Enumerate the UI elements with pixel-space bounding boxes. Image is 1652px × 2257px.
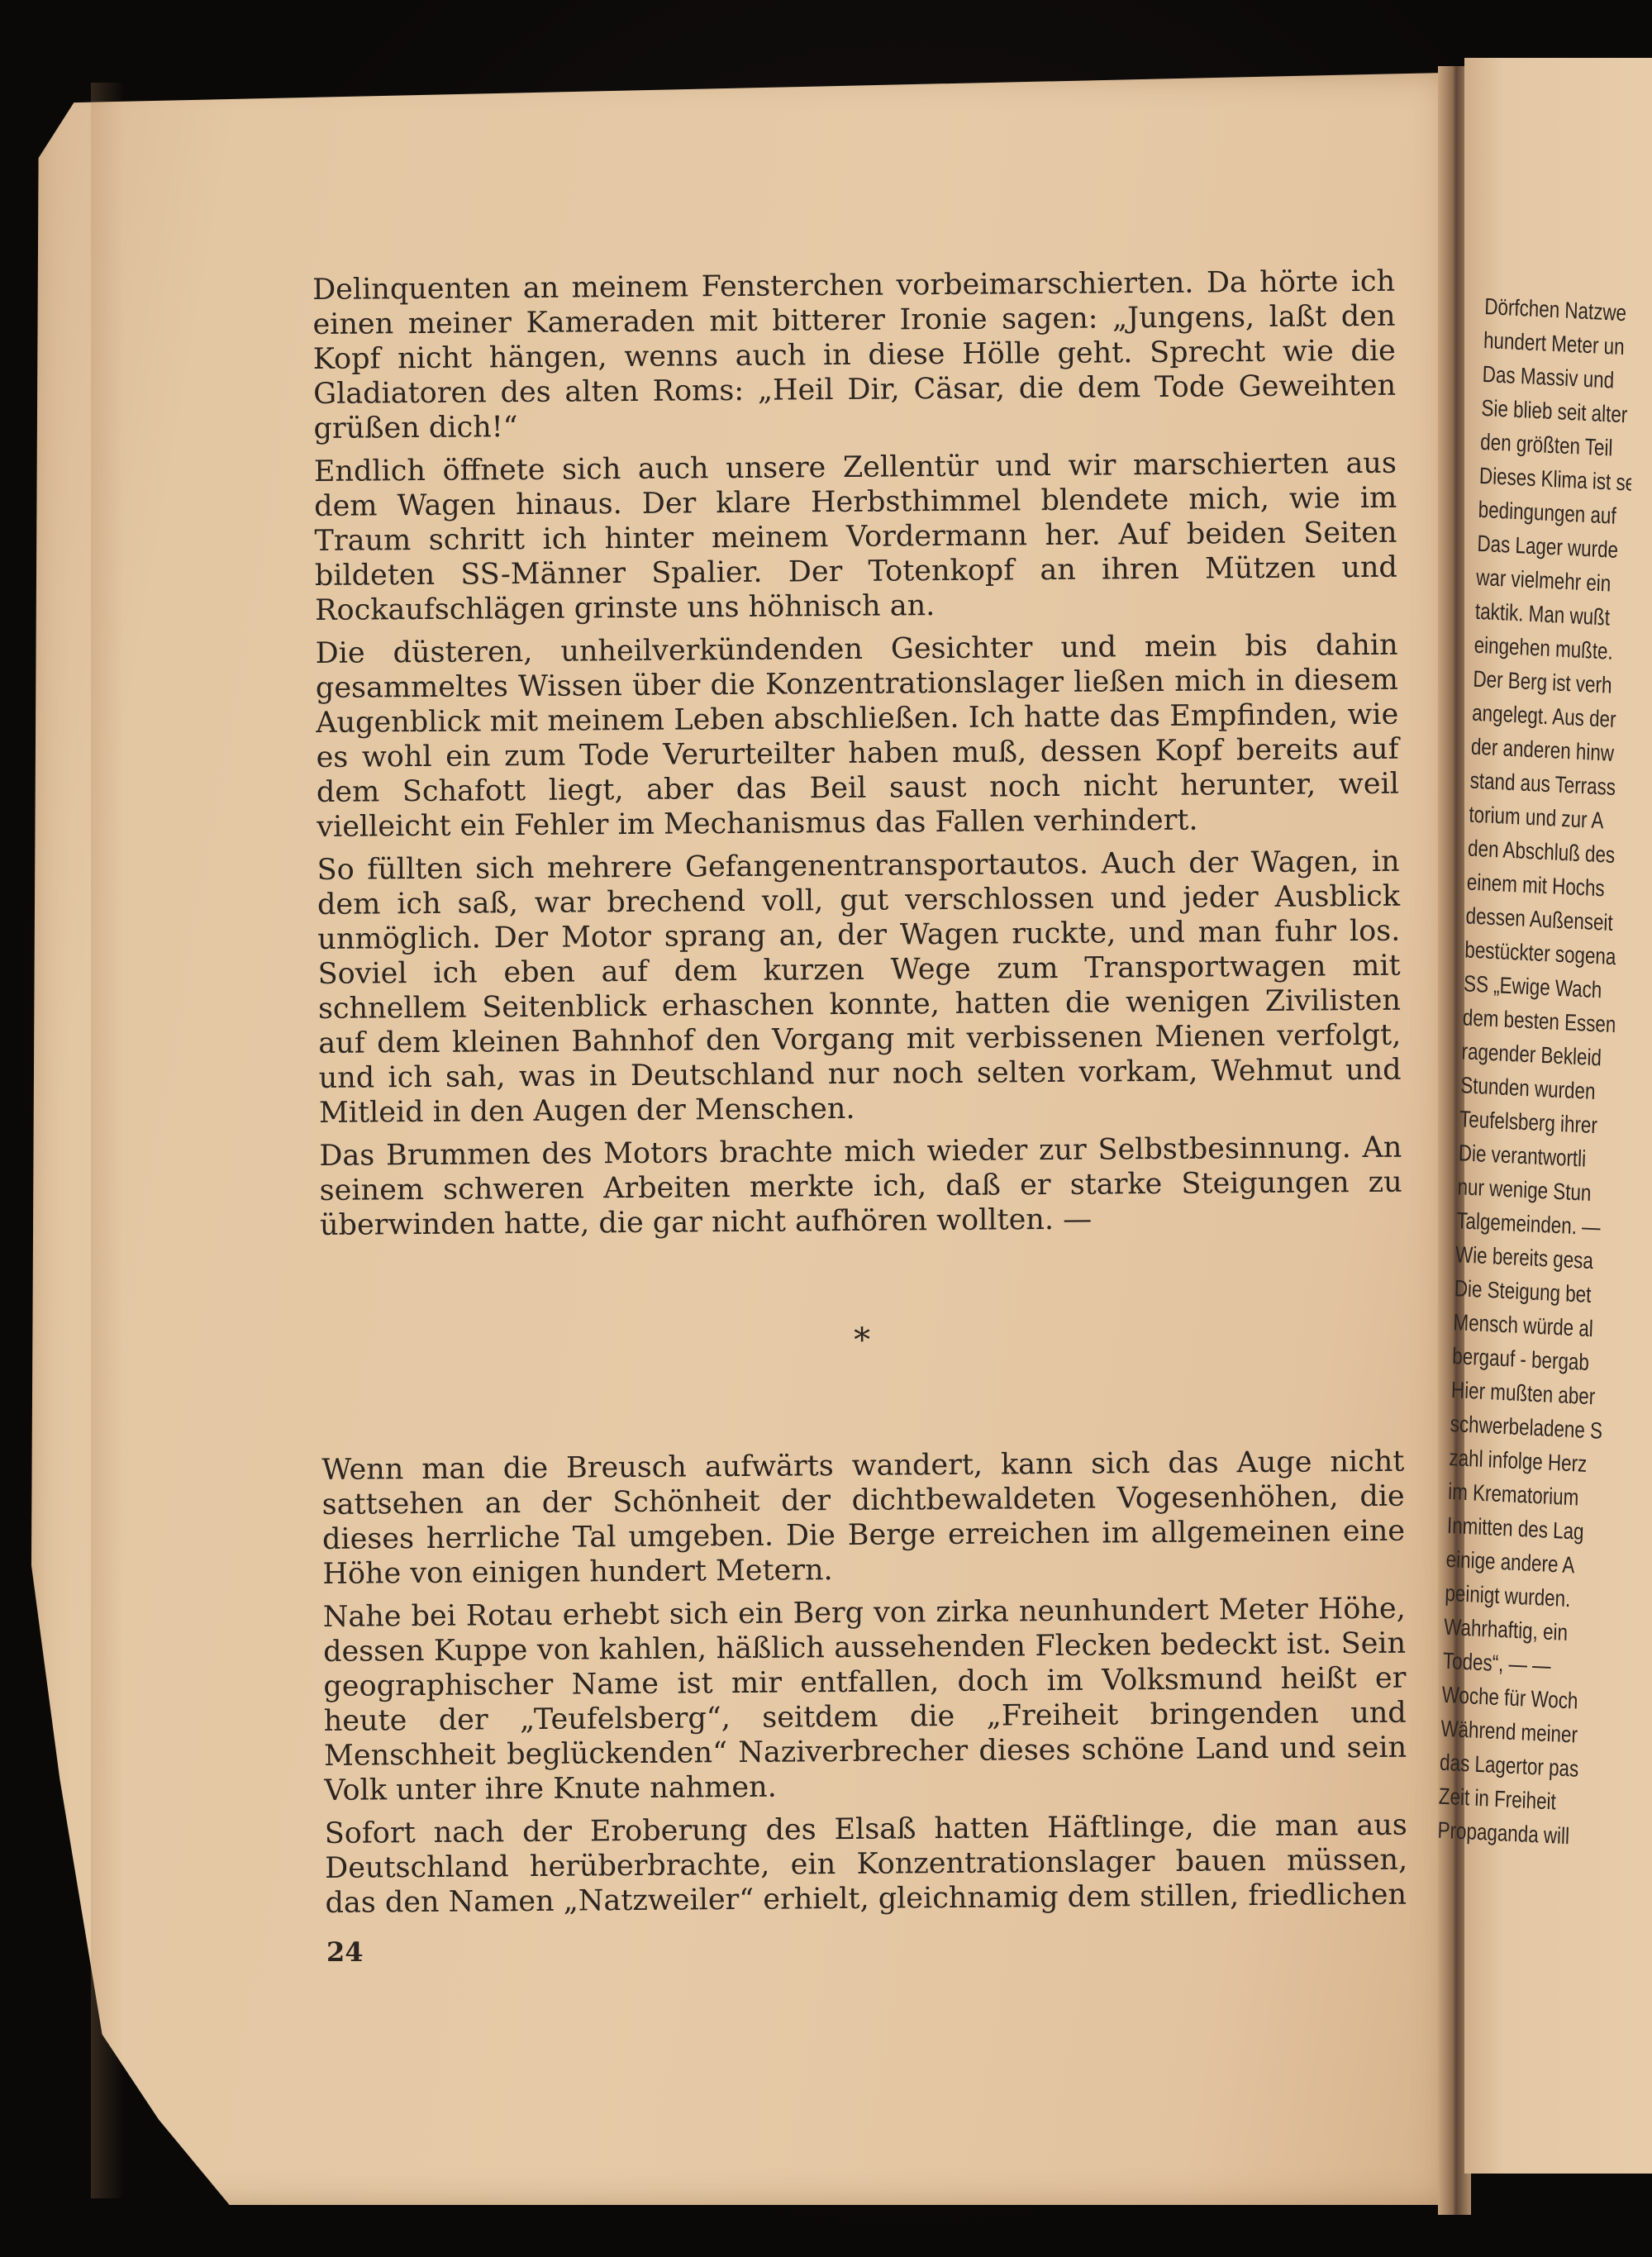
right-page-line: eingehen mußte. — [1473, 631, 1614, 664]
right-page-line: Woche für Woch — [1441, 1681, 1578, 1714]
paragraph: Endlich öffnete sich auch unsere Zellentür und wir marschierten aus dem Wagen hinaus. Der klare Herbsthimmel blendete mich, wie im Traum schritt ich hinter meinem Vordermann her. Auf beiden Seiten bildeten SS-Männer Spalier. Der Totenkopf an ihren Mützen und Rockaufschlägen grinste uns höhnisch an. — [313, 446, 1397, 627]
page-edge-shadow — [91, 83, 124, 2198]
section-separator: * — [853, 1321, 871, 1359]
right-page-line: Der Berg ist verh — [1473, 665, 1612, 698]
right-page-line: Die verantwortli — [1458, 1140, 1587, 1172]
right-page-line: hundert Meter un — [1483, 326, 1626, 360]
right-page-line: Das Massiv und — [1482, 360, 1615, 393]
right-page-line: das Lagertor pas — [1439, 1749, 1579, 1782]
paragraph: Das Brummen des Motors brachte mich wieder zur Selbstbesinnung. An seinem schweren Arbeiten merkte ich, daß er starke Steigungen zu überwinden hatte, die gar nicht aufhören wollten. — — [319, 1131, 1402, 1242]
right-page-line: Zeit in Freiheit — [1438, 1783, 1557, 1815]
right-page-line: Während meiner — [1440, 1715, 1578, 1748]
paragraph: Nahe bei Rotau erhebt sich ein Berg von zirka neunhundert Meter Höhe, dessen Kuppe von kahlen, häßlich aussehenden Flecken bedeckt ist. Sein geographischer Name ist mir entfallen, doch im Volksmund heißt er heute der „Teufelsberg“, seitdem die „Freiheit bringenden und Menschheit beglückenden“ Naziverbrecher dieses schöne Land und sein Volk unter ihre Knute nahmen. — [322, 1592, 1407, 1807]
right-page-line: angelegt. Aus der — [1471, 699, 1616, 732]
right-page-line: den Abschluß des — [1467, 835, 1616, 869]
right-page-line: Wie bereits gesa — [1454, 1241, 1594, 1274]
right-page-line: war vielmehr ein — [1475, 564, 1612, 597]
page-number: 24 — [326, 1936, 364, 1968]
right-page-line: zahl infolge Herz — [1449, 1444, 1588, 1477]
paragraph: Delinquenten an meinem Fensterchen vorbeimarschierten. Da hörte ich einen meiner Kameraden mit bitterer Ironie sagen: „Jungens, laßt den Kopf nicht hängen, wenns auch in diese Hölle geht. Sprecht wie die Gladiatoren des alten Roms: „Heil Dir, Cäsar, die dem Tode Geweihten grüßen dich!“ — [312, 264, 1397, 445]
right-page-line: stand aus Terrass — [1469, 767, 1616, 801]
right-page-line: Dörfchen Natzwe — [1483, 293, 1627, 326]
right-page-line: Wahrhaftig, ein — [1443, 1613, 1569, 1645]
right-page-line: Das Lager wurde — [1477, 530, 1619, 563]
right-page-line: bergauf - bergab — [1451, 1343, 1590, 1375]
right-page-line: Inmitten des Lag — [1446, 1512, 1585, 1545]
right-page-line: schwerbeladene S — [1450, 1410, 1603, 1444]
right-page-line: einige andere A — [1445, 1545, 1575, 1578]
right-page-line: Dieses Klima ist se — [1478, 462, 1636, 496]
right-page-line: bedingungen auf — [1478, 496, 1617, 529]
right-page-line: peinigt wurden. — [1445, 1579, 1571, 1612]
right-page-line: im Krematorium — [1447, 1478, 1579, 1511]
paragraph: Wenn man die Breusch aufwärts wandert, kann sich das Auge nicht sattsehen an der Schönheit der dichtbewaldeten Vogesenhöhen, die dieses herrliche Tal umgeben. Die Berge erreichen im allgemeinen eine Höhe von einigen hundert Metern. — [321, 1445, 1406, 1591]
right-page-line: Hier mußten aber — [1450, 1377, 1596, 1410]
paragraph: Die düsteren, unheilverkündenden Gesichter und mein bis dahin gesammeltes Wissen über die Konzentrationslager ließen mich in diesem Augenblick mit meinem Leben abschließen. Ich hatte das Empfinden, wie es wohl ein zum Tode Verurteilter haben muß, dessen Kopf bereits auf dem Schafott liegt, aber das Beil saust noch nicht herunter, weil vielleicht ein Fehler im Mechanismus das Fallen verhindert. — [315, 628, 1400, 844]
right-page-line: Mensch würde al — [1453, 1309, 1594, 1342]
right-page-line: dem besten Essen — [1462, 1004, 1616, 1038]
right-page-line: nur wenige Stun — [1457, 1174, 1592, 1206]
right-page-line: torium und zur A — [1469, 801, 1604, 834]
right-page-line: Sie blieb seit alter — [1481, 394, 1628, 428]
right-page-line: Teufelsberg ihrer — [1459, 1106, 1598, 1139]
right-page-line: den größten Teil — [1479, 428, 1613, 461]
right-page-line: ragender Bekleid — [1461, 1038, 1602, 1071]
right-page-line: Die Steigung bet — [1454, 1275, 1592, 1308]
right-page-line: Todes“, — — — [1442, 1647, 1552, 1679]
right-page-line: Stunden wurden — [1459, 1072, 1596, 1105]
left-page-text — [312, 264, 1408, 1929]
right-page-line: Propaganda will — [1437, 1817, 1570, 1850]
paragraph: Sofort nach der Eroberung des Elsaß hatten Häftlinge, die man aus Deutschland herüberbrachte, ein Konzentrationslager bauen müssen, das den Namen „Natzweiler“ erhielt, gleichnamig dem stillen, friedlichen — [324, 1808, 1408, 1920]
right-page-line: einem mit Hochs — [1466, 869, 1606, 902]
right-page-line: taktik. Man wußt — [1474, 598, 1611, 631]
paragraph: So füllten sich mehrere Gefangenentransportautos. Auch der Wagen, in dem ich saß, war brechend voll, gut verschlossen und jeder Ausblick unmöglich. Der Motor sprang an, der Wagen ruckte, und man fuhr los. Soviel ich eben auf dem kurzen Wege zum Transportwagen mit schnellem Seitenblick erhaschen konnte, hatten die wenigen Zivilisten auf dem kleinen Bahnhof den Vorgang mit verbissenen Mienen verfolgt, und ich sah, was in Deutschland nur noch selten vorkam, Wehmut und Mitleid in den Augen der Menschen. — [317, 845, 1402, 1130]
right-page-line: Talgemeinden. — — [1455, 1207, 1602, 1240]
right-page-line: bestückter sogena — [1464, 936, 1616, 970]
right-page-line: dessen Außenseit — [1465, 902, 1614, 936]
right-page-line: SS „Ewige Wach — [1463, 970, 1602, 1003]
right-page-line: der anderen hinw — [1470, 733, 1615, 766]
